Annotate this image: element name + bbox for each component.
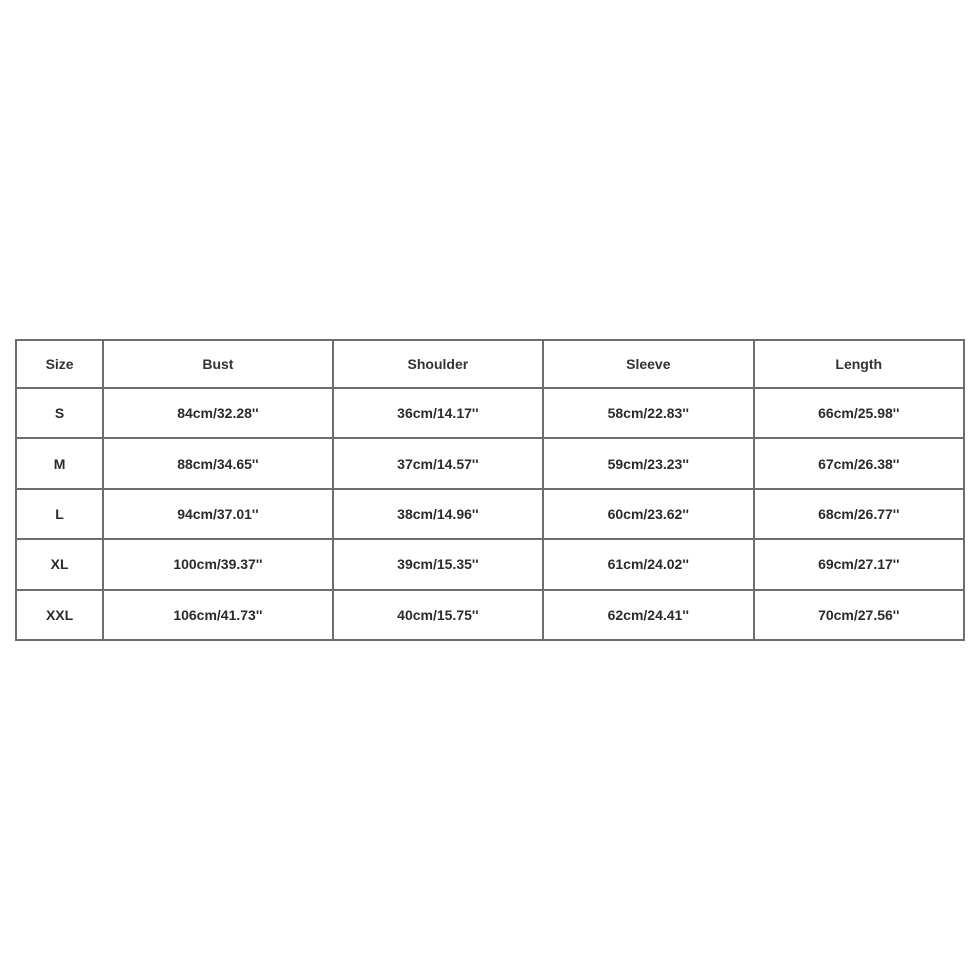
cell-length: 67cm/26.38'' xyxy=(754,438,964,488)
header-length: Length xyxy=(754,340,964,388)
cell-length: 68cm/26.77'' xyxy=(754,489,964,539)
cell-sleeve: 61cm/24.02'' xyxy=(543,539,753,589)
cell-size: XL xyxy=(16,539,103,589)
cell-size: XXL xyxy=(16,590,103,640)
cell-size: L xyxy=(16,489,103,539)
cell-sleeve: 59cm/23.23'' xyxy=(543,438,753,488)
cell-sleeve: 58cm/22.83'' xyxy=(543,388,753,438)
table-row xyxy=(16,590,964,640)
cell-bust: 100cm/39.37'' xyxy=(103,539,332,589)
cell-length: 70cm/27.56'' xyxy=(754,590,964,640)
header-shoulder: Shoulder xyxy=(333,340,543,388)
table-row xyxy=(16,438,964,488)
table-row xyxy=(16,539,964,589)
header-bust: Bust xyxy=(103,340,332,388)
cell-length: 69cm/27.17'' xyxy=(754,539,964,589)
cell-size: S xyxy=(16,388,103,438)
cell-bust: 84cm/32.28'' xyxy=(103,388,332,438)
cell-size: M xyxy=(16,438,103,488)
table-row xyxy=(16,388,964,438)
cell-bust: 106cm/41.73'' xyxy=(103,590,332,640)
cell-length: 66cm/25.98'' xyxy=(754,388,964,438)
cell-sleeve: 62cm/24.41'' xyxy=(543,590,753,640)
cell-sleeve: 60cm/23.62'' xyxy=(543,489,753,539)
header-sleeve: Sleeve xyxy=(543,340,753,388)
cell-bust: 94cm/37.01'' xyxy=(103,489,332,539)
cell-shoulder: 37cm/14.57'' xyxy=(333,438,543,488)
table-row xyxy=(16,489,964,539)
cell-bust: 88cm/34.65'' xyxy=(103,438,332,488)
header-row xyxy=(16,340,964,388)
cell-shoulder: 38cm/14.96'' xyxy=(333,489,543,539)
cell-shoulder: 40cm/15.75'' xyxy=(333,590,543,640)
size-chart-table xyxy=(15,339,965,641)
header-size: Size xyxy=(16,340,103,388)
cell-shoulder: 39cm/15.35'' xyxy=(333,539,543,589)
cell-shoulder: 36cm/14.17'' xyxy=(333,388,543,438)
